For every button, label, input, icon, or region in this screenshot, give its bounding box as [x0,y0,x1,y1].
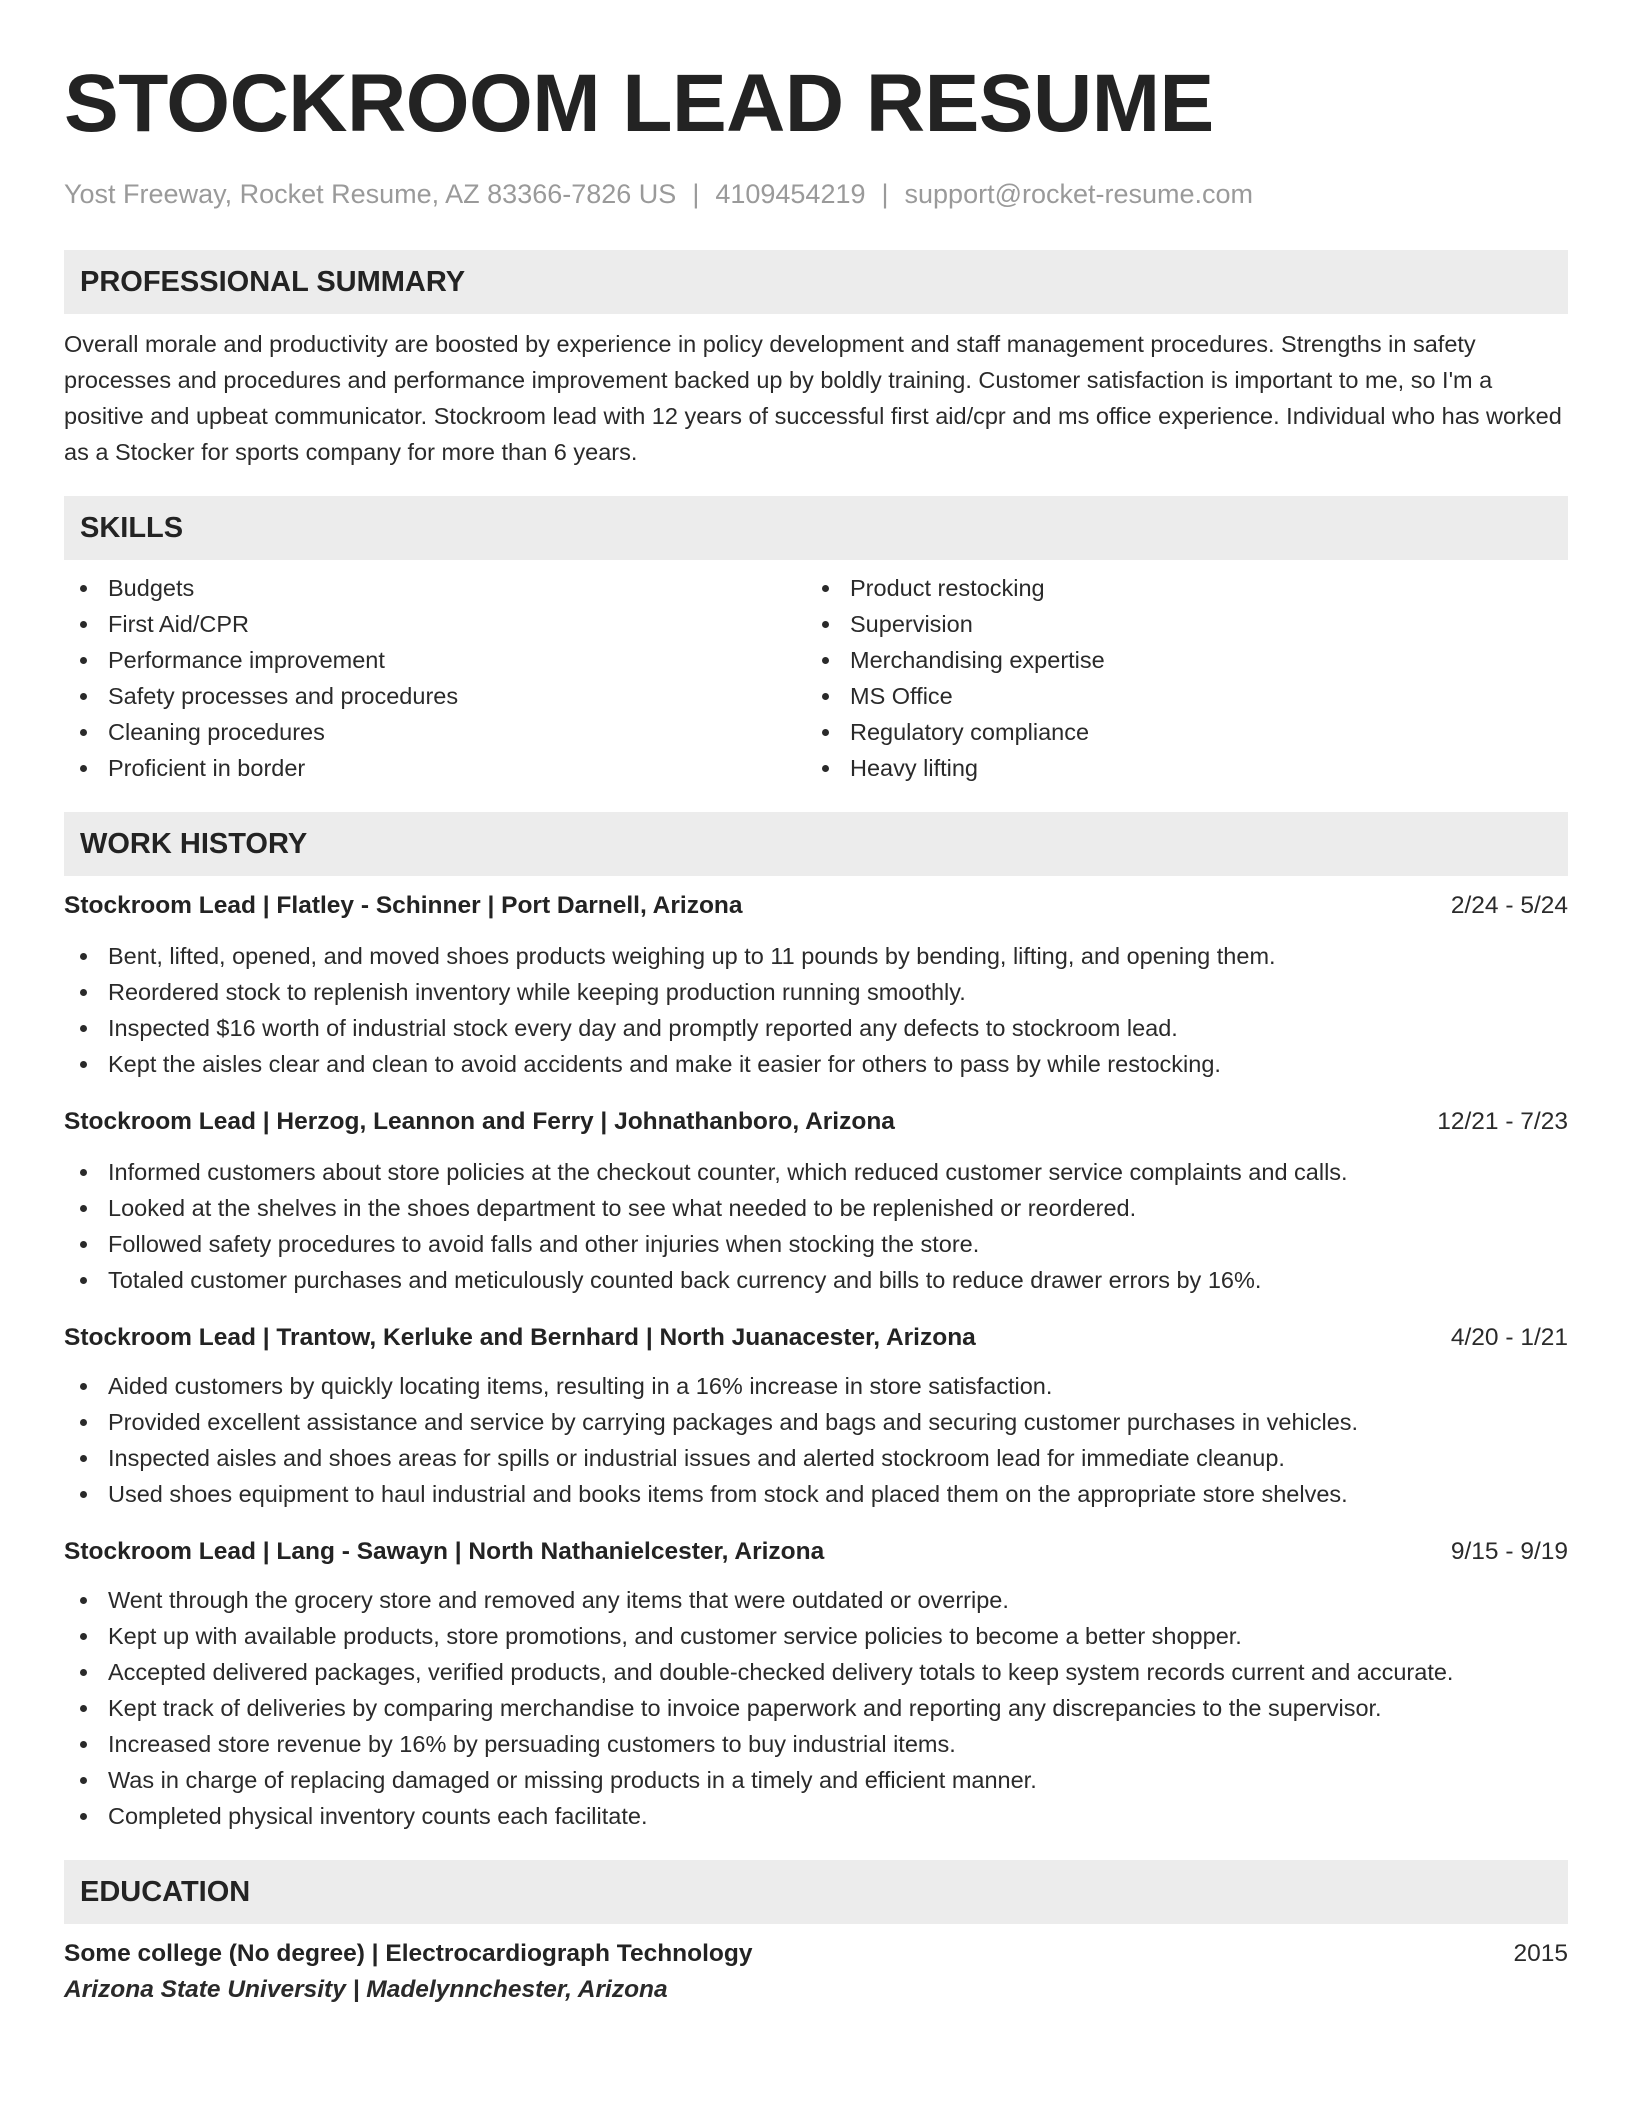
job-bullet: Looked at the shelves in the shoes department to see what needed to be replenished or reordered. [64,1190,1568,1226]
education-degree: Some college (No degree) | Electrocardiograph Technology [64,1940,753,1967]
resume-title: STOCKROOM LEAD RESUME [64,58,1214,149]
job-header [64,1320,1568,1356]
job-bullet: Kept the aisles clear and clean to avoid accidents and make it easier for others to pass by while restocking. [64,1046,1568,1082]
job-bullet: Used shoes equipment to haul industrial and books items from stock and placed them on the appropriate store shelves. [64,1476,1568,1512]
job-entry [64,1534,1568,1834]
job-bullet: Went through the grocery store and removed any items that were outdated or overripe. [64,1582,1568,1618]
job-bullet: Inspected aisles and shoes areas for spills or industrial issues and alerted stockroom lead for immediate cleanup. [64,1440,1568,1476]
skills-column-left [64,570,806,786]
skills-list [64,570,1568,786]
education-entry [64,1936,1568,2008]
job-bullet: Kept track of deliveries by comparing merchandise to invoice paperwork and reporting any discrepancies to the supervisor. [64,1690,1568,1726]
job-header [64,1104,1568,1140]
job-bullets [64,1368,1568,1512]
contact-line [64,176,1568,212]
contact-email: support@rocket-resume.com [904,179,1254,209]
job-bullets [64,1154,1568,1298]
contact-separator: | [692,179,700,209]
job-title: Stockroom Lead | Trantow, Kerluke and Bernhard | North Juanacester, Arizona [64,1324,976,1351]
skill-item: Proficient in border [64,750,806,786]
education-school: Arizona State University | Madelynnchester, Arizona [64,1976,668,2003]
skill-item: Heavy lifting [806,750,1548,786]
job-header [64,888,1568,924]
skills-column-right [806,570,1548,786]
job-bullet: Aided customers by quickly locating items, resulting in a 16% increase in store satisfaction. [64,1368,1568,1404]
job-dates: 12/21 - 7/23 [1437,1108,1568,1135]
job-bullets [64,1582,1568,1834]
job-bullet: Completed physical inventory counts each facilitate. [64,1798,1568,1834]
skill-item: MS Office [806,678,1548,714]
skill-item: First Aid/CPR [64,606,806,642]
skill-item: Merchandising expertise [806,642,1548,678]
job-title: Stockroom Lead | Flatley - Schinner | Port Darnell, Arizona [64,892,743,919]
job-bullet: Inspected $16 worth of industrial stock every day and promptly reported any defects to stockroom lead. [64,1010,1568,1046]
job-bullet: Reordered stock to replenish inventory while keeping production running smoothly. [64,974,1568,1010]
summary-heading: PROFESSIONAL SUMMARY [64,250,1568,314]
job-title: Stockroom Lead | Lang - Sawayn | North Nathanielcester, Arizona [64,1538,825,1565]
job-bullet: Followed safety procedures to avoid falls and other injuries when stocking the store. [64,1226,1568,1262]
contact-separator: | [881,179,889,209]
job-bullet: Kept up with available products, store promotions, and customer service policies to become a better shopper. [64,1618,1568,1654]
job-bullet: Informed customers about store policies at the checkout counter, which reduced customer service complaints and calls. [64,1154,1568,1190]
job-bullet: Totaled customer purchases and meticulously counted back currency and bills to reduce drawer errors by 16%. [64,1262,1568,1298]
job-bullet: Provided excellent assistance and service by carrying packages and bags and securing customer purchases in vehicles. [64,1404,1568,1440]
education-header [64,1936,1568,1972]
skill-item: Budgets [64,570,806,606]
contact-phone: 4109454219 [715,179,866,209]
job-dates: 4/20 - 1/21 [1450,1324,1568,1351]
education-year: 2015 [1513,1940,1568,1967]
work-history-heading: WORK HISTORY [64,812,1568,876]
education-heading: EDUCATION [64,1860,1568,1924]
job-entry [64,1320,1568,1512]
job-entry [64,1104,1568,1298]
job-bullet: Was in charge of replacing damaged or missing products in a timely and efficient manner. [64,1762,1568,1798]
job-bullets [64,938,1568,1082]
summary-text: Overall morale and productivity are boosted by experience in policy development and staff management procedures. Strengths in safety processes and procedures and performance improvement backed up by boldly training. Customer satisfaction is important to me, so I'm a positive and upbeat communicator. Stockroom lead with 12 years of successful first aid/cpr and ms office experience. Individual who has worked as a Stocker for sports company for more than 6 years. [64,331,1562,465]
skill-item: Safety processes and procedures [64,678,806,714]
skills-heading: SKILLS [64,496,1568,560]
job-bullet: Accepted delivered packages, verified products, and double-checked delivery totals to keep system records current and accurate. [64,1654,1568,1690]
skill-item: Cleaning procedures [64,714,806,750]
job-bullet: Bent, lifted, opened, and moved shoes products weighing up to 11 pounds by bending, lifting, and opening them. [64,938,1568,974]
contact-address: Yost Freeway, Rocket Resume, AZ 83366-7826 US [64,179,677,209]
skill-item: Supervision [806,606,1548,642]
job-bullet: Increased store revenue by 16% by persuading customers to buy industrial items. [64,1726,1568,1762]
job-entry [64,888,1568,1082]
resume-page [64,48,1568,2008]
job-dates: 2/24 - 5/24 [1450,892,1568,919]
skill-item: Product restocking [806,570,1548,606]
job-title: Stockroom Lead | Herzog, Leannon and Ferry | Johnathanboro, Arizona [64,1108,895,1135]
job-dates: 9/15 - 9/19 [1450,1538,1568,1565]
skill-item: Regulatory compliance [806,714,1548,750]
skill-item: Performance improvement [64,642,806,678]
job-header [64,1534,1568,1570]
